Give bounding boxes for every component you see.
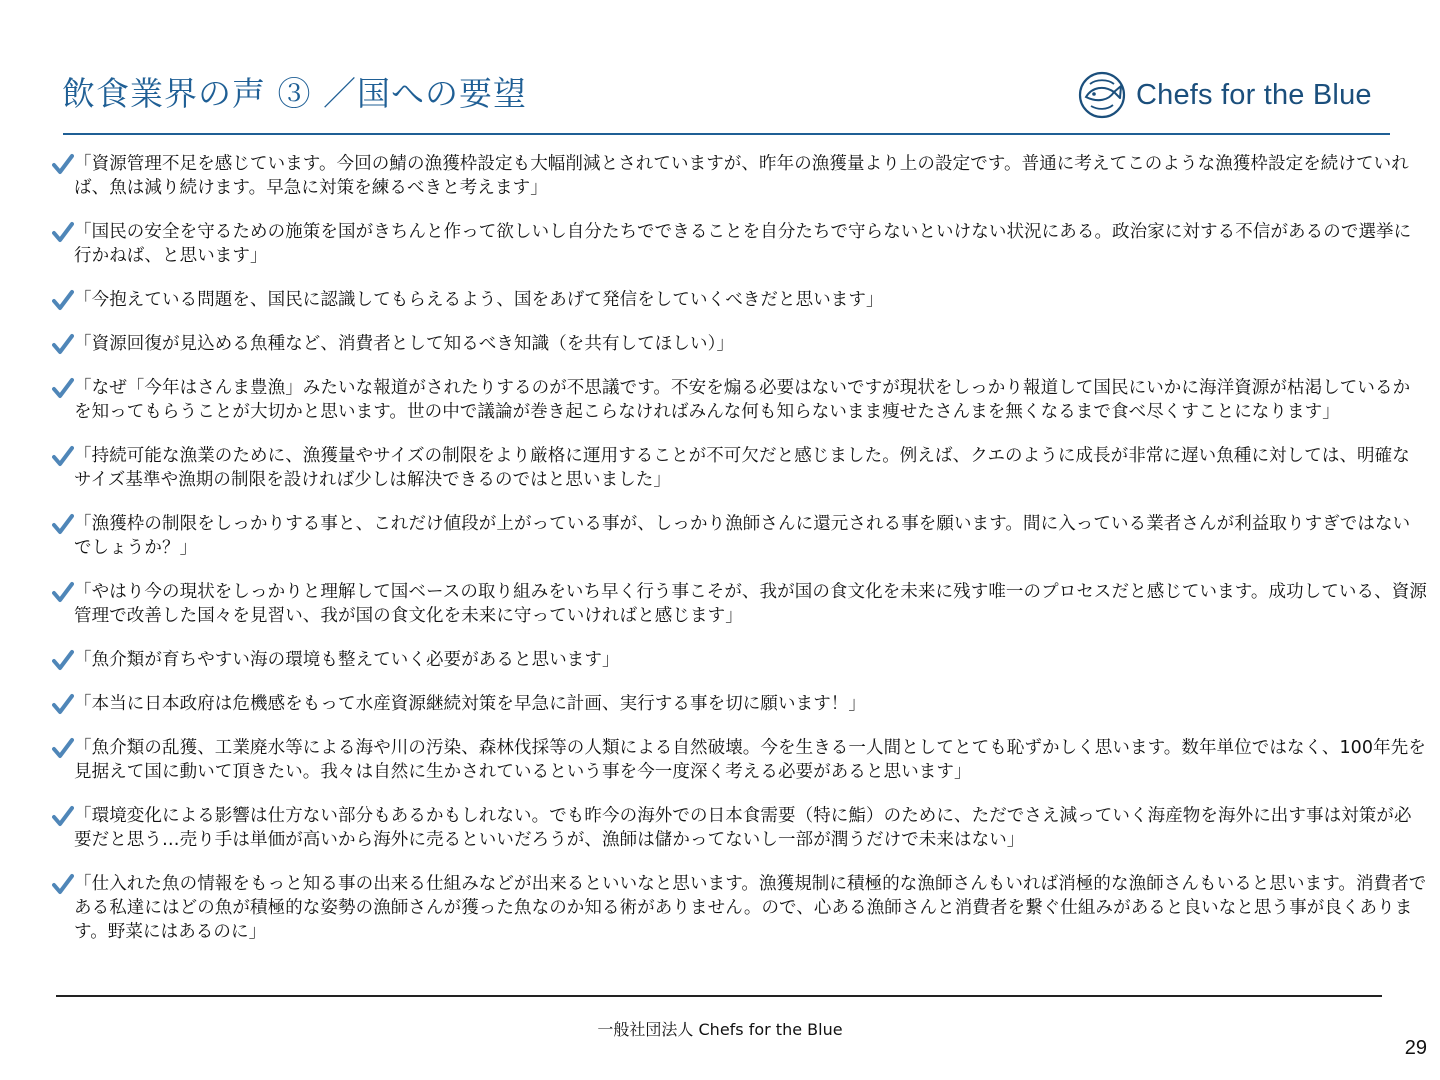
- comment-text: 「資源管理不足を感じています。今回の鯖の漁獲枠設定も大幅削減とされていますが、昨年の漁獲量より上の設定です。普通に考えてこのような漁獲枠設定を続けていれば、魚は減り続けます。早急に対策を練るべきと考えます」: [74, 154, 1409, 198]
- list-item: [52, 376, 1427, 424]
- check-mark-icon: [52, 737, 74, 759]
- check-mark-icon: [52, 153, 74, 175]
- list-item: [52, 512, 1427, 560]
- comment-text: 「国民の安全を守るための施策を国がきちんと作って欲しいし自分たちでできることを自分たちで守らないといけない状況にある。政治家に対する不信があるので選挙に行かねば、と思います」: [74, 222, 1412, 266]
- page-number: 29: [1404, 1037, 1427, 1059]
- comment-text: 「漁獲枠の制限をしっかりする事と、これだけ値段が上がっている事が、しっかり漁師さんに還元される事を願います。間に入っている業者さんが利益取りすぎではないでしょうか？」: [74, 514, 1411, 558]
- comment-text: 「本当に日本政府は危機感をもって水産資源継続対策を早急に計画、実行する事を切に願います！」: [74, 694, 866, 714]
- list-item: [52, 648, 1427, 672]
- check-mark-icon: [52, 445, 74, 467]
- comment-text: 「なぜ「今年はさんま豊漁」みたいな報道がされたりするのが不思議です。不安を煽る必要はないですが現状をしっかり報道して国民にいかに海洋資源が枯渇しているかを知ってもらうことが大切かと思います。世の中で議論が巻き起こらなければみんな何も知らないまま痩せたさんまを無くなるまで食べ尽くすことになります」: [74, 378, 1411, 422]
- check-mark-icon: [52, 649, 74, 671]
- brand-logo: [1076, 70, 1372, 120]
- check-mark-icon: [52, 581, 74, 603]
- check-mark-icon: [52, 873, 74, 895]
- comment-text: 「魚介類が育ちやすい海の環境も整えていく必要があると思います」: [74, 650, 620, 670]
- page-title: 飲食業界の声 ③ ／国への要望: [62, 74, 527, 113]
- title-divider: [63, 133, 1390, 135]
- list-item: [52, 804, 1427, 852]
- comment-text: 「資源回復が見込める魚種など、消費者として知るべき知識（を共有してほしい）」: [74, 334, 735, 354]
- footer-divider: [56, 995, 1382, 997]
- check-mark-icon: [52, 289, 74, 311]
- list-item: [52, 872, 1427, 944]
- list-item: [52, 692, 1427, 716]
- comment-list: [52, 152, 1427, 964]
- check-mark-icon: [52, 377, 74, 399]
- comment-text: 「今抱えている問題を、国民に認識してもらえるよう、国をあげて発信をしていくべきだと思います」: [74, 290, 884, 310]
- list-item: [52, 580, 1427, 628]
- list-item: [52, 288, 1427, 312]
- comment-text: 「仕入れた魚の情報をもっと知る事の出来る仕組みなどが出来るといいなと思います。漁獲規制に積極的な漁師さんもいれば消極的な漁師さんもいると思います。消費者である私達にはどの魚が積極的な姿勢の漁師さんが獲った魚なのか知る術がありません。ので、心ある漁師さんと消費者を繋ぐ仕組みがあると良いなと思う事が良くあります。野菜にはあるのに」: [74, 874, 1427, 942]
- fish-circle-icon: [1076, 70, 1128, 120]
- brand-name: Chefs for the Blue: [1136, 78, 1372, 111]
- list-item: [52, 152, 1427, 200]
- list-item: [52, 332, 1427, 356]
- comment-text: 「持続可能な漁業のために、漁獲量やサイズの制限をより厳格に運用することが不可欠だと感じました。例えば、クエのように成長が非常に遅い魚種に対しては、明確なサイズ基準や漁期の制限を設ければ少しは解決できるのではと思いました」: [74, 446, 1410, 490]
- comment-text: 「やはり今の現状をしっかりと理解して国ベースの取り組みをいち早く行う事こそが、我が国の食文化を未来に残す唯一のプロセスだと感じています。成功している、資源管理で改善した国々を見習い、我が国の食文化を未来に守っていければと感じます」: [74, 582, 1427, 626]
- check-mark-icon: [52, 513, 74, 535]
- check-mark-icon: [52, 693, 74, 715]
- list-item: [52, 220, 1427, 268]
- list-item: [52, 736, 1427, 784]
- comment-text: 「魚介類の乱獲、工業廃水等による海や川の汚染、森林伐採等の人類による自然破壊。今を生きる一人間としてとても恥ずかしく思います。数年単位ではなく、100年先を見据えて国に動いて頂きたい。我々は自然に生かされているという事を今一度深く考える必要があると思います」: [74, 738, 1426, 782]
- check-mark-icon: [52, 805, 74, 827]
- comment-text: 「環境変化による影響は仕方ない部分もあるかもしれない。でも昨今の海外での日本食需要（特に鮨）のために、ただでさえ減っていく海産物を海外に出す事は対策が必要だと思う…売り手は単価が高いから海外に売るといいだろうが、漁師は儲かってないし一部が潤うだけで未来はない」: [74, 806, 1412, 850]
- check-mark-icon: [52, 333, 74, 355]
- check-mark-icon: [52, 221, 74, 243]
- footer-organization: 一般社団法人 Chefs for the Blue: [597, 1020, 843, 1039]
- list-item: [52, 444, 1427, 492]
